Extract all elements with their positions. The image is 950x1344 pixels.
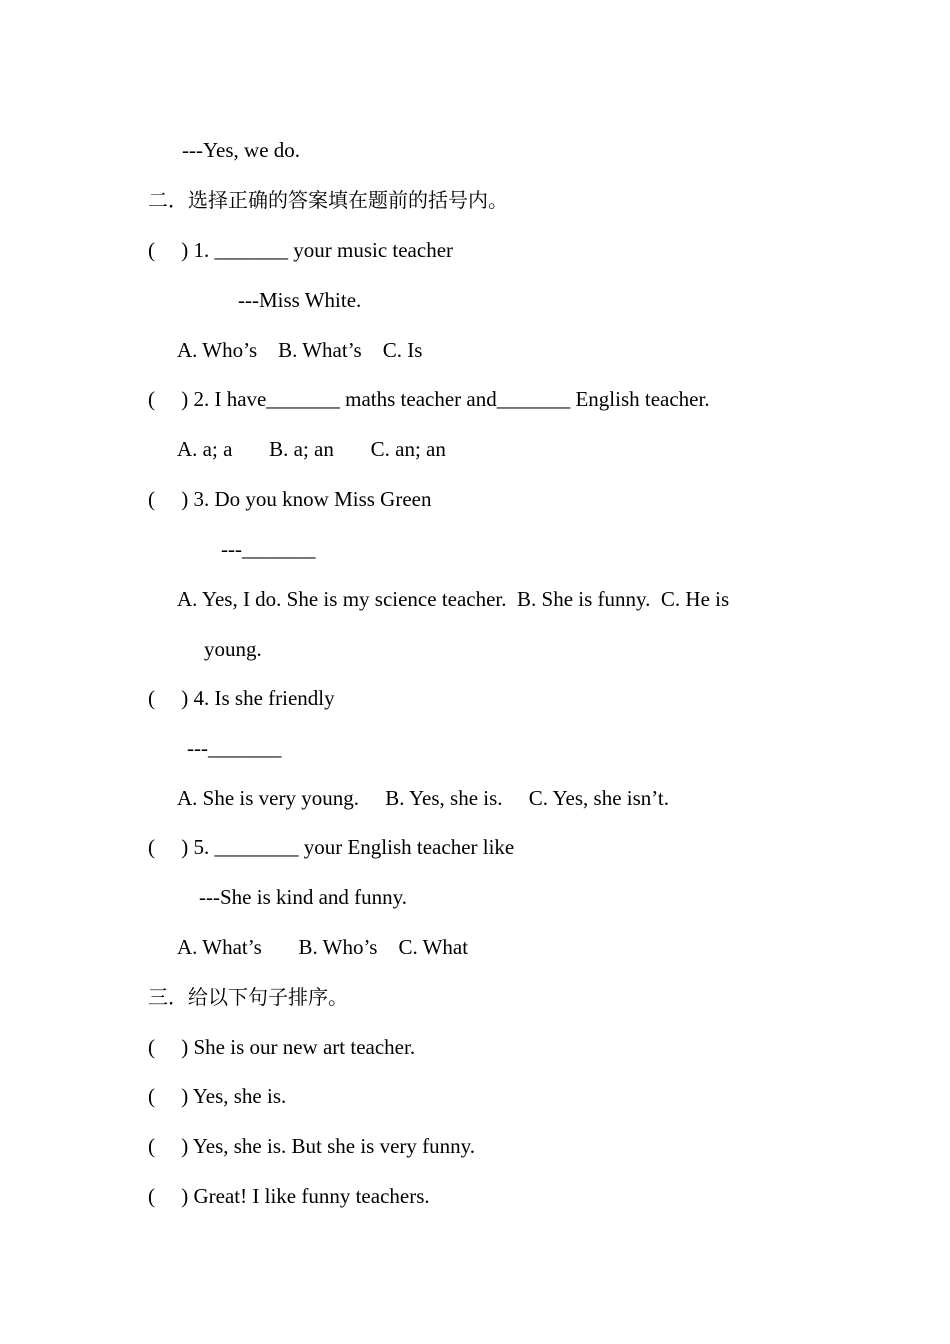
ordering-item: ( ) Yes, she is. But she is very funny. (148, 1134, 476, 1158)
question-4-options: A. She is very young. B. Yes, she is. C. Yes, she isn’t. (177, 786, 670, 810)
question-3-options: A. Yes, I do. She is my science teacher. B. She is funny. C. He is (177, 587, 730, 611)
question-4-answer-blank: ---_______ (187, 736, 282, 760)
question-5-options: A. What’s B. Who’s C. What (177, 935, 469, 959)
question-1-options: A. Who’s B. What’s C. Is (177, 338, 423, 362)
question-1: ( ) 1. _______ your music teacher (148, 238, 454, 262)
question-3: ( ) 3. Do you know Miss Green (148, 487, 432, 511)
question-3-answer-blank: ---_______ (221, 537, 316, 561)
question-2: ( ) 2. I have_______ maths teacher and_______ English teacher. (148, 387, 710, 411)
question-3-options-continued: young. (204, 637, 262, 661)
section-two-heading: 二．选择正确的答案填在题前的括号内。 (148, 188, 508, 212)
section-three-heading: 三．给以下句子排序。 (148, 985, 348, 1009)
question-1-answer: ---Miss White. (238, 288, 362, 312)
ordering-item: ( ) Great! I like funny teachers. (148, 1184, 430, 1208)
answer-line-yes-we-do: ---Yes, we do. (182, 138, 301, 162)
question-5-answer: ---She is kind and funny. (199, 885, 408, 909)
question-5: ( ) 5. ________ your English teacher like (148, 835, 515, 859)
question-4: ( ) 4. Is she friendly (148, 686, 335, 710)
question-2-options: A. a; a B. a; an C. an; an (177, 437, 446, 461)
ordering-item: ( ) She is our new art teacher. (148, 1035, 416, 1059)
ordering-item: ( ) Yes, she is. (148, 1084, 287, 1108)
